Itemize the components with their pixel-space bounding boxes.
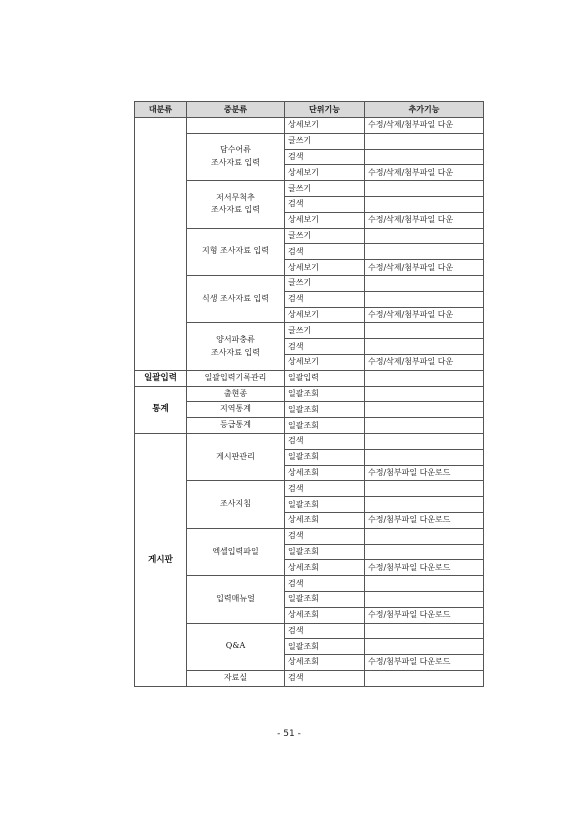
extra-function-cell <box>365 670 484 686</box>
major-category-cell: 통계 <box>135 386 187 433</box>
mid-category-line: 담수어류 <box>220 145 251 155</box>
unit-function-cell: 검색 <box>285 576 365 592</box>
mid-category-cell: 자료실 <box>187 670 285 686</box>
unit-function-cell: 검색 <box>285 623 365 639</box>
extra-function-cell <box>365 339 484 355</box>
unit-function-cell: 일괄입력 <box>285 370 365 386</box>
unit-function-cell: 일괄조회 <box>285 497 365 513</box>
mid-category-cell: 출현종 <box>187 386 285 402</box>
extra-function-cell <box>365 591 484 607</box>
unit-function-cell: 일괄조회 <box>285 418 365 434</box>
unit-function-cell: 상세조회 <box>285 512 365 528</box>
unit-function-cell: 글쓰기 <box>285 323 365 339</box>
table-row <box>135 386 484 402</box>
mid-category-cell: 게시판관리 <box>187 433 285 480</box>
unit-function-cell: 일괄조회 <box>285 639 365 655</box>
extra-function-cell <box>365 244 484 260</box>
extra-function-cell: 수정/삭제/첨부파일 다운 <box>365 307 484 323</box>
extra-function-cell <box>365 576 484 592</box>
unit-function-cell: 검색 <box>285 339 365 355</box>
unit-function-cell: 상세조회 <box>285 465 365 481</box>
extra-function-cell: 수정/첨부파일 다운로드 <box>365 560 484 576</box>
header-unit-function: 단위기능 <box>285 102 365 118</box>
extra-function-cell <box>365 623 484 639</box>
unit-function-cell: 글쓰기 <box>285 133 365 149</box>
unit-function-cell: 글쓰기 <box>285 275 365 291</box>
table-row <box>135 228 484 244</box>
table-row <box>135 118 484 134</box>
unit-function-cell: 검색 <box>285 528 365 544</box>
table-header-row <box>135 102 484 118</box>
unit-function-cell: 검색 <box>285 291 365 307</box>
unit-function-cell: 검색 <box>285 433 365 449</box>
header-extra-function: 추가기능 <box>365 102 484 118</box>
unit-function-cell: 상세보기 <box>285 165 365 181</box>
unit-function-cell: 상세보기 <box>285 260 365 276</box>
extra-function-cell <box>365 228 484 244</box>
extra-function-cell <box>365 323 484 339</box>
mid-category-line: 조사자료 입력 <box>211 157 260 167</box>
extra-function-cell: 수정/삭제/첨부파일 다운 <box>365 118 484 134</box>
mid-category-cell <box>187 118 285 134</box>
extra-function-cell <box>365 544 484 560</box>
extra-function-cell <box>365 528 484 544</box>
extra-function-cell <box>365 181 484 197</box>
table-row <box>135 133 484 149</box>
extra-function-cell <box>365 433 484 449</box>
extra-function-cell <box>365 449 484 465</box>
major-category-cell <box>135 118 187 371</box>
extra-function-cell: 수정/첨부파일 다운로드 <box>365 655 484 671</box>
unit-function-cell: 일괄조회 <box>285 591 365 607</box>
extra-function-cell <box>365 481 484 497</box>
table-row <box>135 576 484 592</box>
unit-function-cell: 상세보기 <box>285 307 365 323</box>
table-row <box>135 370 484 386</box>
mid-category-cell: 지역통계 <box>187 402 285 418</box>
mid-category-cell: 입력매뉴얼 <box>187 576 285 623</box>
unit-function-cell: 검색 <box>285 149 365 165</box>
extra-function-cell <box>365 133 484 149</box>
extra-function-cell <box>365 639 484 655</box>
table-row <box>135 181 484 197</box>
page-number: - 51 - <box>277 729 301 739</box>
unit-function-cell: 검색 <box>285 244 365 260</box>
mid-category-cell <box>187 323 285 370</box>
function-spec-table <box>134 101 484 687</box>
major-category-cell: 게시판 <box>135 433 187 686</box>
header-major-category: 대분류 <box>135 102 187 118</box>
mid-category-cell: 식생 조사자료 입력 <box>187 275 285 322</box>
mid-category-cell: 등급통계 <box>187 418 285 434</box>
table-row <box>135 433 484 449</box>
mid-category-cell <box>187 133 285 180</box>
extra-function-cell: 수정/첨부파일 다운로드 <box>365 465 484 481</box>
extra-function-cell: 수정/삭제/첨부파일 다운 <box>365 260 484 276</box>
extra-function-cell <box>365 386 484 402</box>
table-row <box>135 481 484 497</box>
extra-function-cell <box>365 275 484 291</box>
unit-function-cell: 일괄조회 <box>285 402 365 418</box>
unit-function-cell: 일괄조회 <box>285 449 365 465</box>
unit-function-cell: 글쓰기 <box>285 228 365 244</box>
mid-category-line: 조사자료 입력 <box>211 347 260 357</box>
unit-function-cell: 상세조회 <box>285 607 365 623</box>
table-row <box>135 323 484 339</box>
extra-function-cell <box>365 370 484 386</box>
unit-function-cell: 글쓰기 <box>285 181 365 197</box>
table-row <box>135 402 484 418</box>
mid-category-line: 양서파충류 <box>216 334 255 344</box>
unit-function-cell: 상세보기 <box>285 212 365 228</box>
extra-function-cell <box>365 402 484 418</box>
unit-function-cell: 상세조회 <box>285 655 365 671</box>
table-row <box>135 418 484 434</box>
table-row <box>135 275 484 291</box>
header-mid-category: 중분류 <box>187 102 285 118</box>
extra-function-cell: 수정/삭제/첨부파일 다운 <box>365 165 484 181</box>
extra-function-cell: 수정/첨부파일 다운로드 <box>365 607 484 623</box>
extra-function-cell <box>365 418 484 434</box>
mid-category-cell: 일괄입력기록관리 <box>187 370 285 386</box>
extra-function-cell <box>365 149 484 165</box>
extra-function-cell <box>365 497 484 513</box>
extra-function-cell <box>365 196 484 212</box>
unit-function-cell: 검색 <box>285 196 365 212</box>
major-category-cell: 일괄입력 <box>135 370 187 386</box>
extra-function-cell <box>365 291 484 307</box>
extra-function-cell: 수정/첨부파일 다운로드 <box>365 512 484 528</box>
unit-function-cell: 일괄조회 <box>285 386 365 402</box>
mid-category-cell: 지형 조사자료 입력 <box>187 228 285 275</box>
mid-category-line: 조사자료 입력 <box>211 205 260 215</box>
extra-function-cell: 수정/삭제/첨부파일 다운 <box>365 354 484 370</box>
unit-function-cell: 검색 <box>285 481 365 497</box>
extra-function-cell: 수정/삭제/첨부파일 다운 <box>365 212 484 228</box>
mid-category-cell <box>187 181 285 228</box>
unit-function-cell: 일괄조회 <box>285 544 365 560</box>
table-row <box>135 670 484 686</box>
unit-function-cell: 상세보기 <box>285 354 365 370</box>
unit-function-cell: 상세조회 <box>285 560 365 576</box>
mid-category-cell: 엑셀입력파일 <box>187 528 285 575</box>
mid-category-cell: 조사지침 <box>187 481 285 528</box>
unit-function-cell: 상세보기 <box>285 118 365 134</box>
mid-category-cell: Q&A <box>187 623 285 670</box>
table-row <box>135 623 484 639</box>
table-row <box>135 528 484 544</box>
mid-category-line: 저서무척추 <box>216 192 255 202</box>
unit-function-cell: 검색 <box>285 670 365 686</box>
